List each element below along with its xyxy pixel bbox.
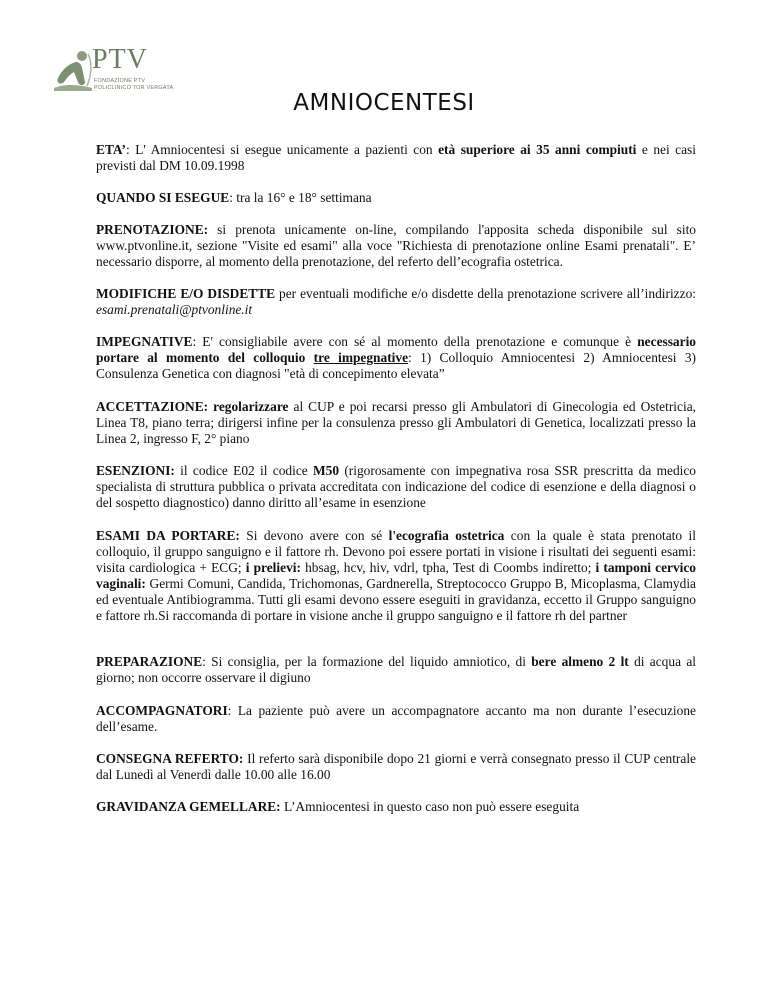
section-modifiche-label: MODIFICHE E/O DISDETTE xyxy=(96,286,276,301)
logo-wordmark: PTV xyxy=(92,44,148,75)
email-address: esami.prenatali@ptvonline.it xyxy=(96,302,253,317)
section-eta-label: ETA’ xyxy=(96,142,127,157)
section-impegnative-label: IMPEGNATIVE xyxy=(96,334,193,349)
section-quando: QUANDO SI ESEGUE: tra la 16° e 18° settimana xyxy=(96,190,372,205)
section-prenotazione-label: PRENOTAZIONE: xyxy=(96,222,209,237)
page-title: AMNIOCENTESI xyxy=(293,90,475,116)
section-quando-label: QUANDO SI ESEGUE xyxy=(96,190,230,205)
section-gemellare-label: GRAVIDANZA GEMELLARE: xyxy=(96,799,281,814)
section-consegna-label: CONSEGNA REFERTO: xyxy=(96,751,244,766)
section-preparazione: PREPARAZIONE: Si consiglia, per la formazione del liquido amniotico, di bere almeno 2 lt di acqua al giorno; non occorre osservare il digiuno xyxy=(96,654,696,685)
section-consegna: CONSEGNA REFERTO: Il referto sarà disponibile dopo 21 giorni e verrà consegnato presso il CUP centrale dal Lunedì al Venerdì dalle 10.00 alle 16.00 xyxy=(96,751,696,782)
section-accettazione: ACCETTAZIONE: regolarizzare al CUP e poi recarsi presso gli Ambulatori di Ginecologia ed Ostetricia, Linea T8, piano terra; dirigersi infine per la consulenza presso gli Ambulatori di Genetica, localizzati presso la Linea 2, ingresso F, 2° piano xyxy=(96,399,696,446)
section-accompagnatori-label: ACCOMPAGNATORI xyxy=(96,703,228,718)
section-esami-label: ESAMI DA PORTARE: xyxy=(96,528,240,543)
logo-subtitle-1: FONDAZIONE PTV xyxy=(94,78,146,84)
section-accettazione-label: ACCETTAZIONE: regolarizzare xyxy=(96,399,289,414)
section-accompagnatori: ACCOMPAGNATORI: La paziente può avere un accompagnatore accanto ma non durante l’esecuzione dell’esame. xyxy=(96,703,696,734)
section-gemellare: GRAVIDANZA GEMELLARE: L’Amniocentesi in questo caso non può essere eseguita xyxy=(96,799,580,814)
section-esenzioni-label: ESENZIONI: xyxy=(96,463,175,478)
section-impegnative: IMPEGNATIVE: E' consigliabile avere con sé al momento della prenotazione e comunque è necessario portare al momento del colloquio tre impegnative: 1) Colloquio Amniocentesi 2) Amniocentesi 3) Consulenza Genetica con diagnosi "età di concepimento elevata” xyxy=(96,334,696,381)
section-esenzioni: ESENZIONI: il codice E02 il codice M50 (rigorosamente con impegnativa rosa SSR prescritta da medico specialista di struttura pubblica o privata accreditata con indicazione del codice di esenzione e della diagnosi o del sospetto diagnostico) danno diritto all’esame in esenzione xyxy=(96,463,696,510)
section-eta: ETA’: L' Amniocentesi si esegue unicamente a pazienti con età superiore ai 35 anni compiuti e nei casi previsti dal DM 10.09.1998 xyxy=(96,142,696,173)
logo-subtitle-2: POLICLINICO TOR VERGATA xyxy=(94,85,174,91)
section-prenotazione: PRENOTAZIONE: si prenota unicamente on-line, compilando l'apposita scheda disponibile sul sito www.ptvonline.it, sezione "Visite ed esami" alla voce "Richiesta di prenotazione online Esami prenatali". E’ necessario disporre, al momento della prenotazione, del referto dell’ecografia ostetrica. xyxy=(96,222,696,269)
section-esami: ESAMI DA PORTARE: Si devono avere con sé l'ecografia ostetrica con la quale è stata prenotato il colloquio, il gruppo sanguigno e il fattore rh. Devono poi essere portati in visione i risultati dei seguenti esami: visita cardiologica + ECG; i prelievi: hbsag, hcv, hiv, vdrl, tpha, Test di Coombs indiretto; i tamponi cervico vaginali: Germi Comuni, Candida, Trichomonas, Gardnerella, Streptococco Gruppo B, Micoplasma, Clamydia ed eventuale Antibiogramma. Tutti gli esami devono essere eseguiti in gravidanza, eccetto il Gruppo sanguigno e fattore rh.Si raccomanda di portare in visione anche il gruppo sanguigno e il fattore rh del partner xyxy=(96,528,697,623)
section-modifiche: MODIFICHE E/O DISDETTE per eventuali modifiche e/o disdette della prenotazione scrivere all’indirizzo: esami.prenatali@ptvonline.it xyxy=(96,286,696,317)
section-preparazione-label: PREPARAZIONE xyxy=(96,654,203,669)
